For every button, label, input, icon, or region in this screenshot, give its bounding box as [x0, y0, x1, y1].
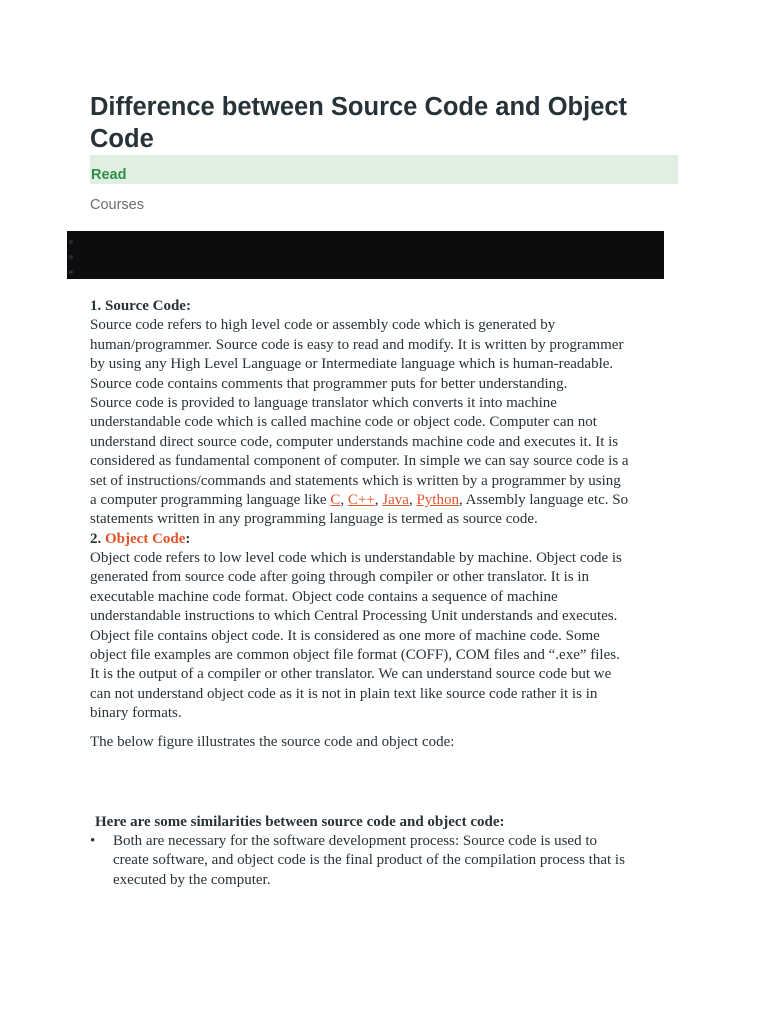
link-separator: , — [340, 491, 348, 508]
paragraph-line: can not understand object code as it is not in plain text like source code rather it is in — [90, 685, 598, 702]
list-item-line: Both are necessary for the software development process: Source code is used to — [113, 833, 598, 849]
article-title — [90, 91, 690, 155]
link-separator: , — [408, 491, 417, 508]
link-c[interactable]: C — [330, 491, 341, 508]
similarities-heading: Here are some similarities between source code and object code: — [95, 814, 505, 830]
dark-banner — [67, 231, 664, 279]
source-code-section — [90, 297, 690, 724]
article-title-line: Code — [90, 125, 154, 153]
courses-tab[interactable]: Courses — [90, 197, 144, 213]
link-java[interactable]: Java — [382, 491, 409, 508]
paragraph-line: Object code refers to low level code which is understandable by machine. Object code is — [90, 550, 622, 567]
list-item-line: create software, and object code is the final product of the compilation process that is — [113, 852, 625, 869]
bullet-dot — [69, 240, 73, 244]
paragraph-line: generated from source code after going through compiler or other translator. It is in — [90, 569, 589, 586]
link-line-suffix: , Assembly language etc. So — [458, 491, 629, 508]
paragraph-line: binary formats. — [90, 705, 182, 722]
paragraph-line: It is the output of a compiler or other translator. We can understand source code but we — [90, 666, 612, 683]
read-tab-bar — [90, 155, 678, 184]
paragraph-line: object file examples are common object file format (COFF), COM files and “.exe” files. — [90, 647, 620, 664]
paragraph-line: Source code refers to high level code or assembly code which is generated by — [90, 317, 556, 334]
paragraph-line: by using any High Level Language or Intermediate language which is human-readable. — [90, 356, 614, 373]
paragraph-line: considered as fundamental component of computer. In simple we can say source code is a — [90, 453, 629, 470]
paragraph-line: executable machine code format. Object code contains a sequence of machine — [90, 588, 558, 605]
list-item-text — [113, 832, 625, 890]
link-python[interactable]: Python — [416, 491, 459, 508]
read-tab[interactable]: Read — [91, 167, 127, 183]
paragraph-line: understandable instructions to which Central Processing Unit understands and executes. — [90, 608, 618, 625]
bullet-icon: • — [90, 833, 96, 849]
paragraph-line: human/programmer. Source code is easy to read and modify. It is written by programmer — [90, 336, 624, 353]
paragraph-line: Source code is provided to language translator which converts it into machine — [90, 394, 557, 411]
object-code-heading-prefix: 2. — [90, 530, 105, 547]
object-code-link[interactable]: Object Code — [105, 530, 186, 547]
bullet-dot — [69, 270, 73, 274]
paragraph-line: set of instructions/commands and statements which is written by a programmer by using — [90, 472, 621, 489]
figure-caption: The below figure illustrates the source code and object code: — [90, 734, 455, 750]
paragraph-line: statements written in any programming language is termed as source code. — [90, 511, 538, 528]
list-item-line: executed by the computer. — [113, 871, 271, 888]
link-cpp[interactable]: C++ — [347, 491, 375, 508]
article-title-line: Difference between Source Code and Object — [90, 93, 628, 121]
paragraph-line: Object file contains object code. It is considered as one more of machine code. Some — [90, 627, 600, 644]
source-code-heading: 1. Source Code: — [90, 298, 191, 314]
bullet-dot — [69, 255, 73, 259]
object-code-heading — [90, 530, 690, 549]
paragraph-line: Source code contains comments that programmer puts for better understanding. — [90, 375, 568, 392]
object-code-heading-suffix: : — [185, 530, 191, 547]
paragraph-line: understand direct source code, computer understands machine code and executes it. It is — [90, 433, 619, 450]
language-links-line — [90, 491, 690, 510]
link-separator: , — [374, 491, 383, 508]
link-line-prefix: a computer programming language like — [90, 491, 331, 508]
paragraph-line: understandable code which is called machine code or object code. Computer can not — [90, 414, 597, 431]
